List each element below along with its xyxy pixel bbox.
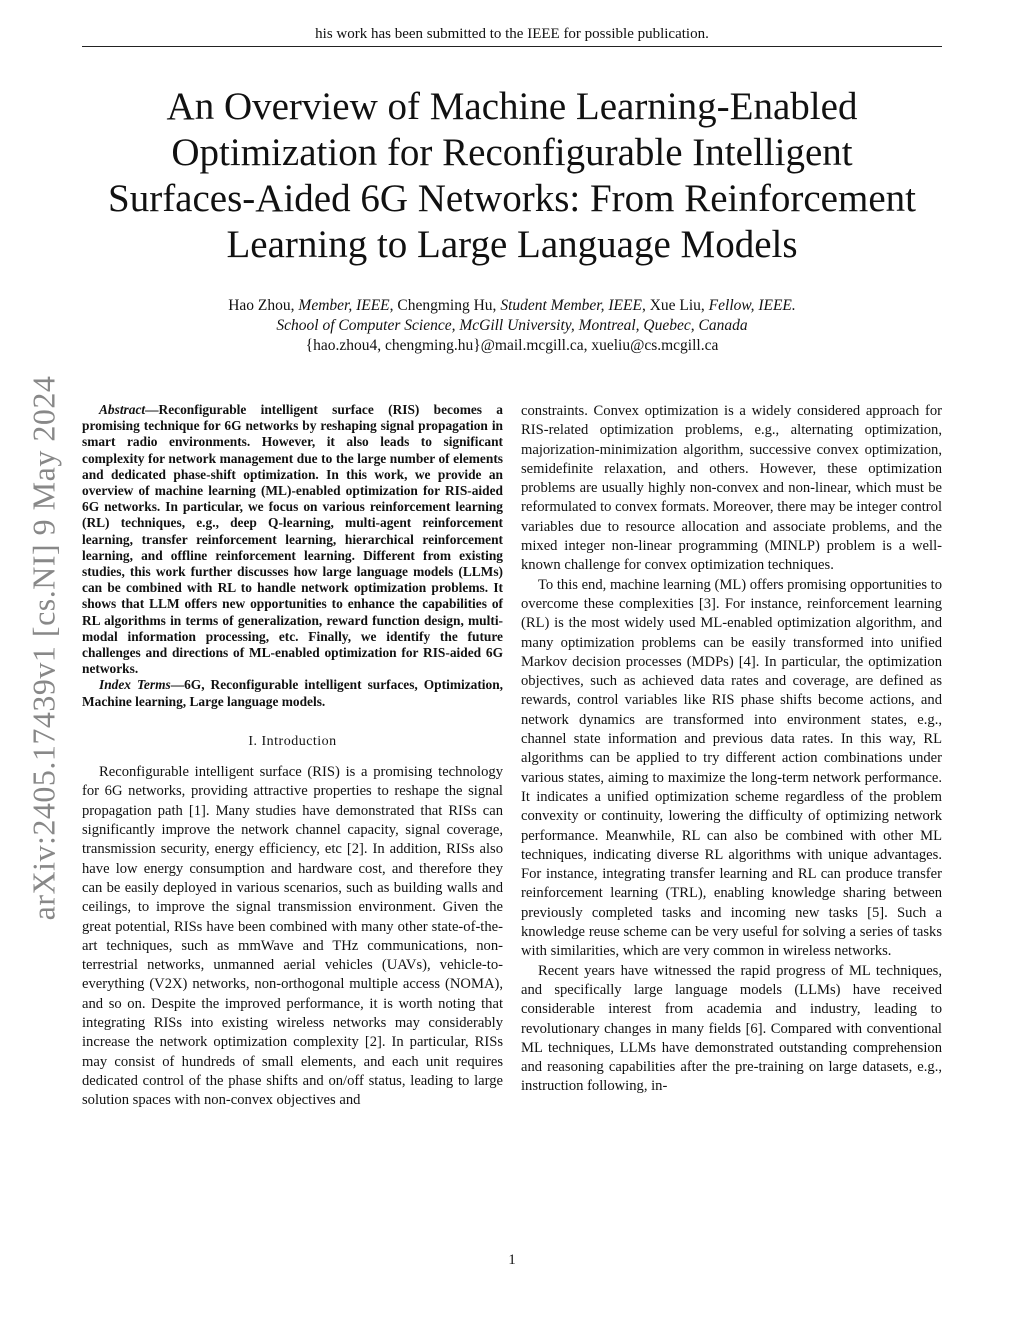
- right-paragraph-2: To this end, machine learning (ML) offers promising opportunities to overcome these complexities [3]. For instance, reinforcement learning (RL) is the most widely used ML-enabled optimization algorithm, and many optimization problems can be easily transformed into unified Markov decision processes (MDPs) [4]. In particular, the optimization objectives, such as achieved data rates and coverage, are defined as rewards, control variables like RIS phase shifts become actions, and network dynamics are transformed into environment states, e.g., channel state information and previous data rates. In this way, RL algorithms can be applied to try different action combinations under various states, aiming to maximize the long-term network performance. It indicates a unified optimization scheme regardless of the problem convexity or continuity, lowering the difficulty of optimizing network performance. Meanwhile, RL can also be combined with other ML techniques, indicating diverse RL algorithms with unique advantages. For instance, integrating transfer learning and RL can produce transfer reinforcement learning (TRL), enabling knowledge sharing between previously completed tasks and incoming new tasks [5]. Such a knowledge reuse scheme can be very useful for solving a series of tasks with similarities, which are very common in wireless networks.: [521, 576, 943, 960]
- index-terms: [82, 677, 503, 709]
- left-column: [82, 402, 503, 1111]
- page-number: 1: [508, 1252, 516, 1268]
- right-paragraph-3: Recent years have witnessed the rapid progress of ML techniques, and specifically large language models (LLMs) have received considerable interest from academia and industry, leading to revolutionary changes in many fields [6]. Compared with conventional ML techniques, LLMs have demonstrated outstanding comprehension and reasoning capabilities after the pre-training on large datasets, e.g., instruction following, in-: [521, 962, 942, 1095]
- author-emails: {hao.zhou4, chengming.hu}@mail.mcgill.ca, xueliu@cs.mcgill.ca: [305, 337, 719, 354]
- author-2-role: Student Member, IEEE: [500, 297, 642, 314]
- author-line: [82, 296, 942, 316]
- paper-title: [82, 84, 942, 268]
- index-terms-text: —6G, Reconfigurable intelligent surfaces, Optimization, Machine learning, Large language models.: [82, 677, 503, 709]
- section-heading-introduction: I. Introduction: [248, 733, 337, 749]
- intro-paragraph-1: Reconfigurable intelligent surface (RIS) is a promising technology for 6G networks, providing attractive properties to reshape the signal propagation path [1]. Many studies have demonstrated that RISs can significantly improve the network channel capacity, signal coverage, transmission security, energy efficiency, etc [2]. In addition, RISs also have low energy consumption and hardware cost, and therefore they can be easily deployed in various scenarios, such as building walls and ceilings, to improve the signal transmission environment. Given the great potential, RISs have been combined with many other state-of-the-art techniques, such as mmWave and THz communications, non-terrestrial networks, unmanned aerial vehicles (UAVs), vehicle-to-everything (V2X) networks, non-orthogonal multiple access (NOMA), and so on. Despite the improved performance, it is worth noting that integrating RISs into existing wireless networks may considerably increase the network optimization complexity [2]. In particular, RISs may consist of hundreds of small elements, and each unit requires dedicated control of the phase shifts and on/off status, leading to large solution spaces with non-convex objectives and: [82, 764, 503, 1109]
- header-rule: [82, 46, 942, 47]
- author-3-role: Fellow, IEEE.: [708, 297, 796, 314]
- abstract-label: Abstract: [99, 402, 146, 417]
- index-terms-label: Index Terms: [99, 677, 171, 693]
- abstract-text: —Reconfigurable intelligent surface (RIS) becomes a promising technique for 6G networks by reshaping signal propagation in smart radio environments. However, it also leads to significant complexity for network management due to the large number of elements and dedicated phase-shift optimization. In this work, we provide an overview of machine learning (ML)-enabled optimization for RIS-aided 6G networks. In particular, we focus on various reinforcement learning (RL) techniques, e.g., deep Q-learning, multi-agent reinforcement learning, transfer reinforcement learning, hierarchical reinforcement learning, and offline reinforcement learning. Different from existing studies, this work further discusses how large language models (LLMs) can be combined with RL to handle network optimization problems. It shows that LLM offers new opportunities to enhance the capabilities of RL algorithms in terms of generalization, reward function design, multi-modal information processing, etc. Finally, we identify the future challenges and directions of ML-enabled optimization for RIS-aided 6G networks.: [82, 402, 503, 677]
- author-1-name: Hao Zhou,: [228, 297, 299, 314]
- right-paragraph-1: constraints. Convex optimization is a widely considered approach for RIS-related optimization problems, e.g., alternating optimization, majorization-minimization algorithm, successive convex optimization, semidefinite relaxation, and others. However, these optimization problems are usually highly non-convex and non-linear, which must be reformulated to convex formats. Moreover, there may be integer control variables due to resource allocation and associate problems, and the mixed integer non-linear programming (MINLP) problem is a well-known challenge for convex optimization techniques.: [521, 403, 942, 574]
- abstract: [82, 402, 503, 677]
- author-2-name: , Chengming Hu,: [389, 297, 501, 314]
- title-line-1: An Overview of Machine Learning-Enabled: [166, 85, 858, 128]
- title-line-2: Optimization for Reconfigurable Intelligent: [171, 131, 853, 174]
- author-1-role: Member, IEEE: [298, 297, 390, 314]
- submission-note: his work has been submitted to the IEEE for possible publication.: [315, 26, 709, 42]
- affiliation: School of Computer Science, McGill University, Montreal, Quebec, Canada: [276, 317, 748, 334]
- title-line-3: Surfaces-Aided 6G Networks: From Reinforcement: [108, 177, 916, 220]
- author-3-name: , Xue Liu,: [641, 297, 709, 314]
- author-block: [82, 296, 942, 356]
- arxiv-side-stamp: arXiv:2405.17439v1 [cs.NI] 9 May 2024: [25, 375, 62, 921]
- title-line-4: Learning to Large Language Models: [226, 223, 798, 266]
- right-column: [521, 402, 942, 1097]
